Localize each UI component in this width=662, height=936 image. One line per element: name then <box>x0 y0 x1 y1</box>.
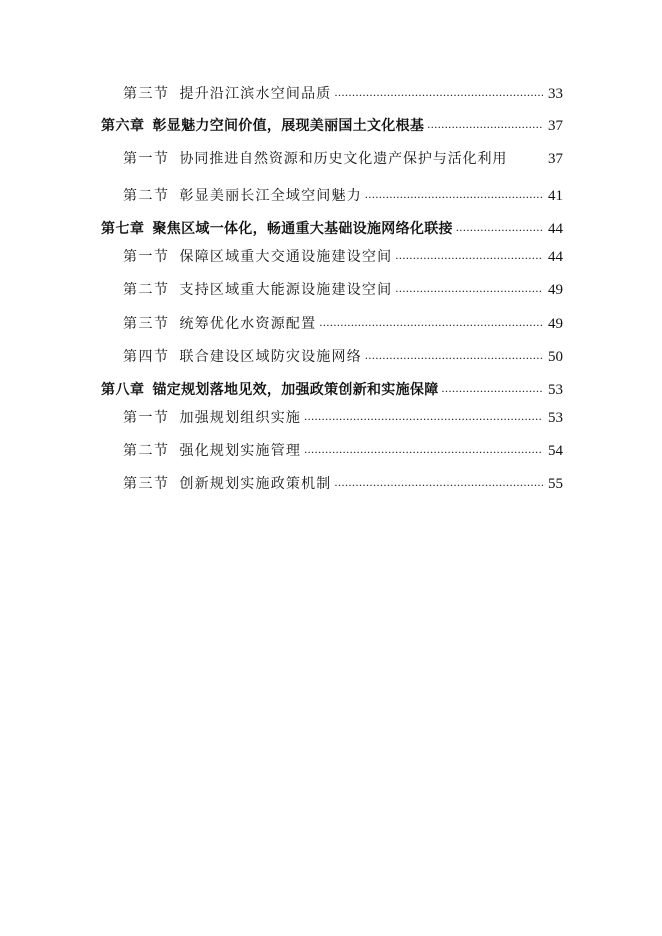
toc-dot-leader <box>304 408 543 422</box>
toc-entry-number: 第二节 <box>123 282 170 298</box>
toc-dot-leader <box>442 380 544 394</box>
toc-entry-page: 44 <box>548 221 563 237</box>
toc-entry-section[interactable] <box>101 441 563 461</box>
toc-entry-page: 33 <box>548 86 563 102</box>
toc-entry-number: 第八章 <box>101 382 145 398</box>
toc-entry-title: 统筹优化水资源配置 <box>179 316 317 332</box>
toc-dot-leader <box>395 247 543 261</box>
toc-entry-title: 创新规划实施政策机制 <box>179 476 332 492</box>
toc-entry-title: 强化规划实施管理 <box>179 443 302 459</box>
toc-entry-page: 50 <box>548 349 563 365</box>
toc-dot-leader <box>304 441 543 455</box>
toc-entry-chapter[interactable] <box>101 116 563 136</box>
toc-entry-title: 聚焦区域一体化，畅通重大基础设施网络化联接 <box>152 221 453 237</box>
toc-entry-page: 37 <box>548 118 563 134</box>
toc-entry-number: 第一节 <box>123 249 170 265</box>
toc-entry-page: 54 <box>548 443 563 459</box>
toc-entry-page: 53 <box>548 382 563 398</box>
table-of-contents <box>101 84 563 494</box>
toc-entry-page: 55 <box>548 476 563 492</box>
toc-entry-number: 第二节 <box>123 188 170 204</box>
toc-entry-page: 37 <box>548 151 563 167</box>
toc-entry-page: 49 <box>548 282 563 298</box>
toc-dot-leader <box>395 280 543 294</box>
toc-entry-chapter[interactable] <box>101 380 563 400</box>
toc-entry-number: 第一节 <box>123 151 170 167</box>
toc-entry-section[interactable] <box>101 186 563 206</box>
toc-entry-page: 41 <box>548 188 563 204</box>
toc-dot-leader <box>456 219 543 233</box>
toc-entry-title: 保障区域重大交通设施建设空间 <box>179 249 393 265</box>
toc-dot-leader <box>335 84 544 98</box>
toc-entry-title: 提升沿江滨水空间品质 <box>179 86 332 102</box>
toc-entry-title: 彰显魅力空间价值，展现美丽国土文化根基 <box>152 118 425 134</box>
toc-entry-section[interactable] <box>101 347 563 367</box>
toc-entry-section[interactable] <box>101 149 563 169</box>
toc-dot-leader <box>319 314 543 328</box>
toc-entry-number: 第二节 <box>123 443 170 459</box>
toc-entry-title: 联合建设区域防灾设施网络 <box>179 349 362 365</box>
toc-entry-page: 53 <box>548 410 563 426</box>
toc-entry-page: 44 <box>548 249 563 265</box>
toc-dot-leader <box>365 186 543 200</box>
toc-dot-leader <box>365 347 543 361</box>
toc-entry-number: 第三节 <box>123 476 170 492</box>
toc-entry-number: 第三节 <box>123 316 170 332</box>
toc-entry-section[interactable] <box>101 314 563 334</box>
toc-entry-number: 第三节 <box>123 86 170 102</box>
toc-entry-number: 第一节 <box>123 410 170 426</box>
toc-entry-number: 第四节 <box>123 349 170 365</box>
toc-entry-title: 协同推进自然资源和历史文化遗产保护与活化利用 <box>179 151 508 167</box>
toc-entry-title: 加强规划组织实施 <box>179 410 302 426</box>
toc-dot-leader <box>427 116 543 130</box>
toc-entry-chapter[interactable] <box>101 219 563 239</box>
toc-entry-number: 第七章 <box>101 221 145 237</box>
toc-entry-section[interactable] <box>101 408 563 428</box>
toc-entry-number: 第六章 <box>101 118 145 134</box>
toc-entry-page: 49 <box>548 316 563 332</box>
toc-entry-title: 彰显美丽长江全域空间魅力 <box>179 188 362 204</box>
toc-entry-section[interactable] <box>101 247 563 267</box>
toc-entry-section[interactable] <box>101 474 563 494</box>
toc-entry-section[interactable] <box>101 84 563 104</box>
toc-entry-section[interactable] <box>101 280 563 300</box>
toc-dot-leader <box>335 474 544 488</box>
toc-entry-title: 支持区域重大能源设施建设空间 <box>179 282 393 298</box>
toc-entry-title: 锚定规划落地见效，加强政策创新和实施保障 <box>152 382 439 398</box>
